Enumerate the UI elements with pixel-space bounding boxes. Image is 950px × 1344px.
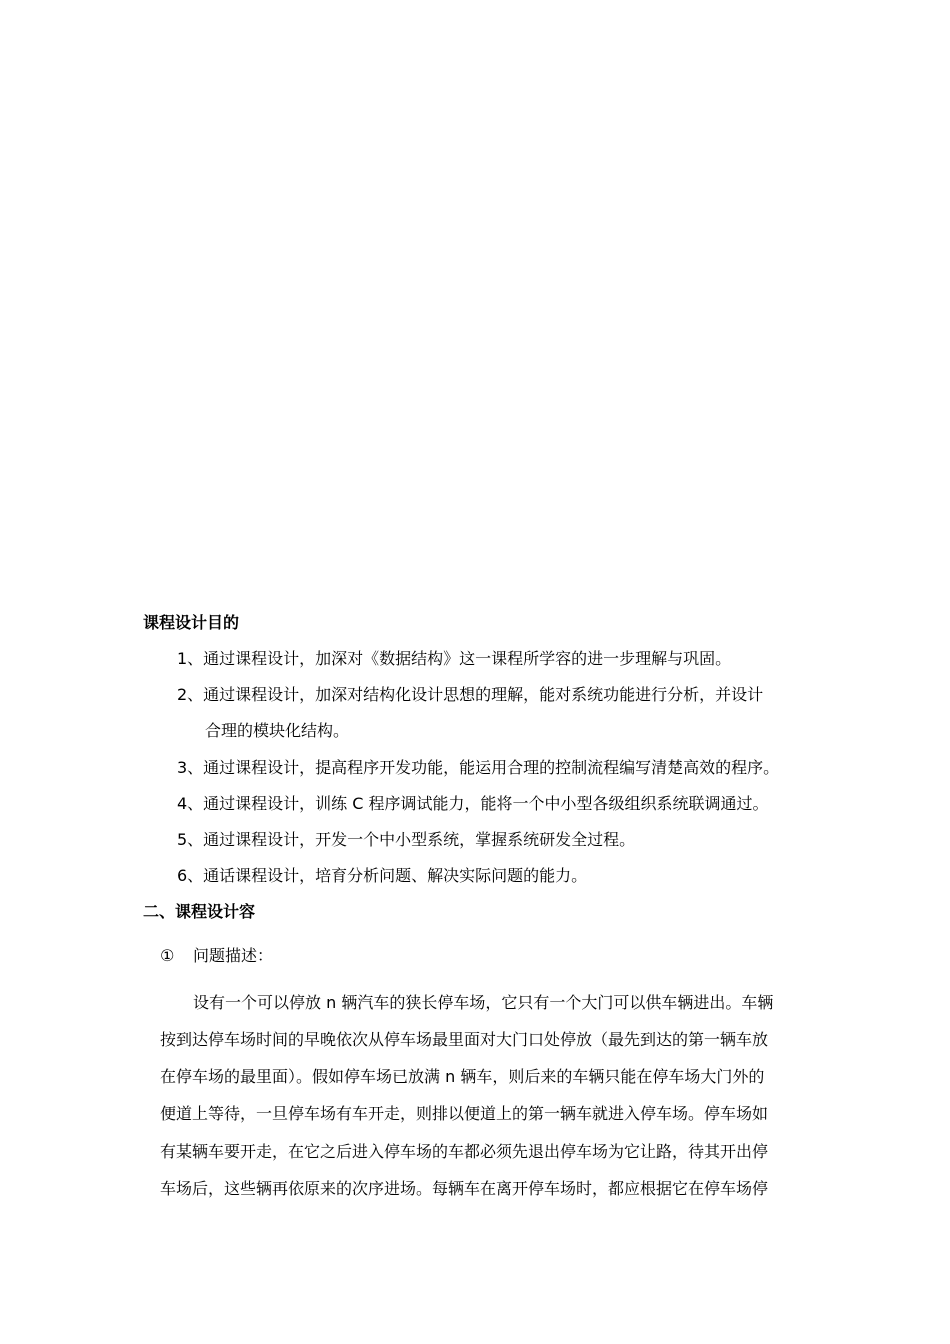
- purpose-item-5: 5、通过课程设计，开发一个中小型系统，掌握系统研发全过程。: [177, 830, 636, 849]
- purpose-item-3: 3、通过课程设计，提高程序开发功能，能运用合理的控制流程编写清楚高效的程序。: [177, 758, 780, 777]
- section-heading-purpose: 课程设计目的: [143, 613, 240, 632]
- purpose-item-2-continuation: 合理的模块化结构。: [205, 721, 350, 740]
- paragraph-line-1: 设有一个可以停放 n 辆汽车的狭长停车场，它只有一个大门可以供车辆进出。车辆: [193, 993, 774, 1012]
- paragraph-line-3: 在停车场的最里面）。假如停车场已放满 n 辆车，则后来的车辆只能在停车场大门外的: [160, 1067, 765, 1086]
- paragraph-line-6: 车场后，这些辆再依原来的次序进场。每辆车在离开停车场时，都应根据它在停车场停: [160, 1179, 769, 1198]
- purpose-item-2: 2、通过课程设计，加深对结构化设计思想的理解，能对系统功能进行分析，并设计: [177, 685, 764, 704]
- purpose-item-6: 6、通话课程设计，培育分析问题、解决实际问题的能力。: [177, 866, 588, 885]
- paragraph-line-4: 便道上等待，一旦停车场有车开走，则排以便道上的第一辆车就进入停车场。停车场如: [160, 1104, 769, 1123]
- paragraph-line-2: 按到达停车场时间的早晚依次从停车场最里面对大门口处停放（最先到达的第一辆车放: [160, 1030, 769, 1049]
- section-heading-content: 二、课程设计容: [143, 902, 256, 921]
- paragraph-line-5: 有某辆车要开走，在它之后进入停车场的车都必须先退出停车场为它让路，待其开出停: [160, 1142, 769, 1161]
- problem-label: 问题描述：: [193, 946, 274, 965]
- purpose-item-1: 1、通过课程设计，加深对《数据结构》这一课程所学容的进一步理解与巩固。: [177, 649, 732, 668]
- problem-marker: ①: [160, 946, 175, 965]
- purpose-item-4: 4、通过课程设计，训练 C 程序调试能力，能将一个中小型各级组织系统联调通过。: [177, 794, 769, 813]
